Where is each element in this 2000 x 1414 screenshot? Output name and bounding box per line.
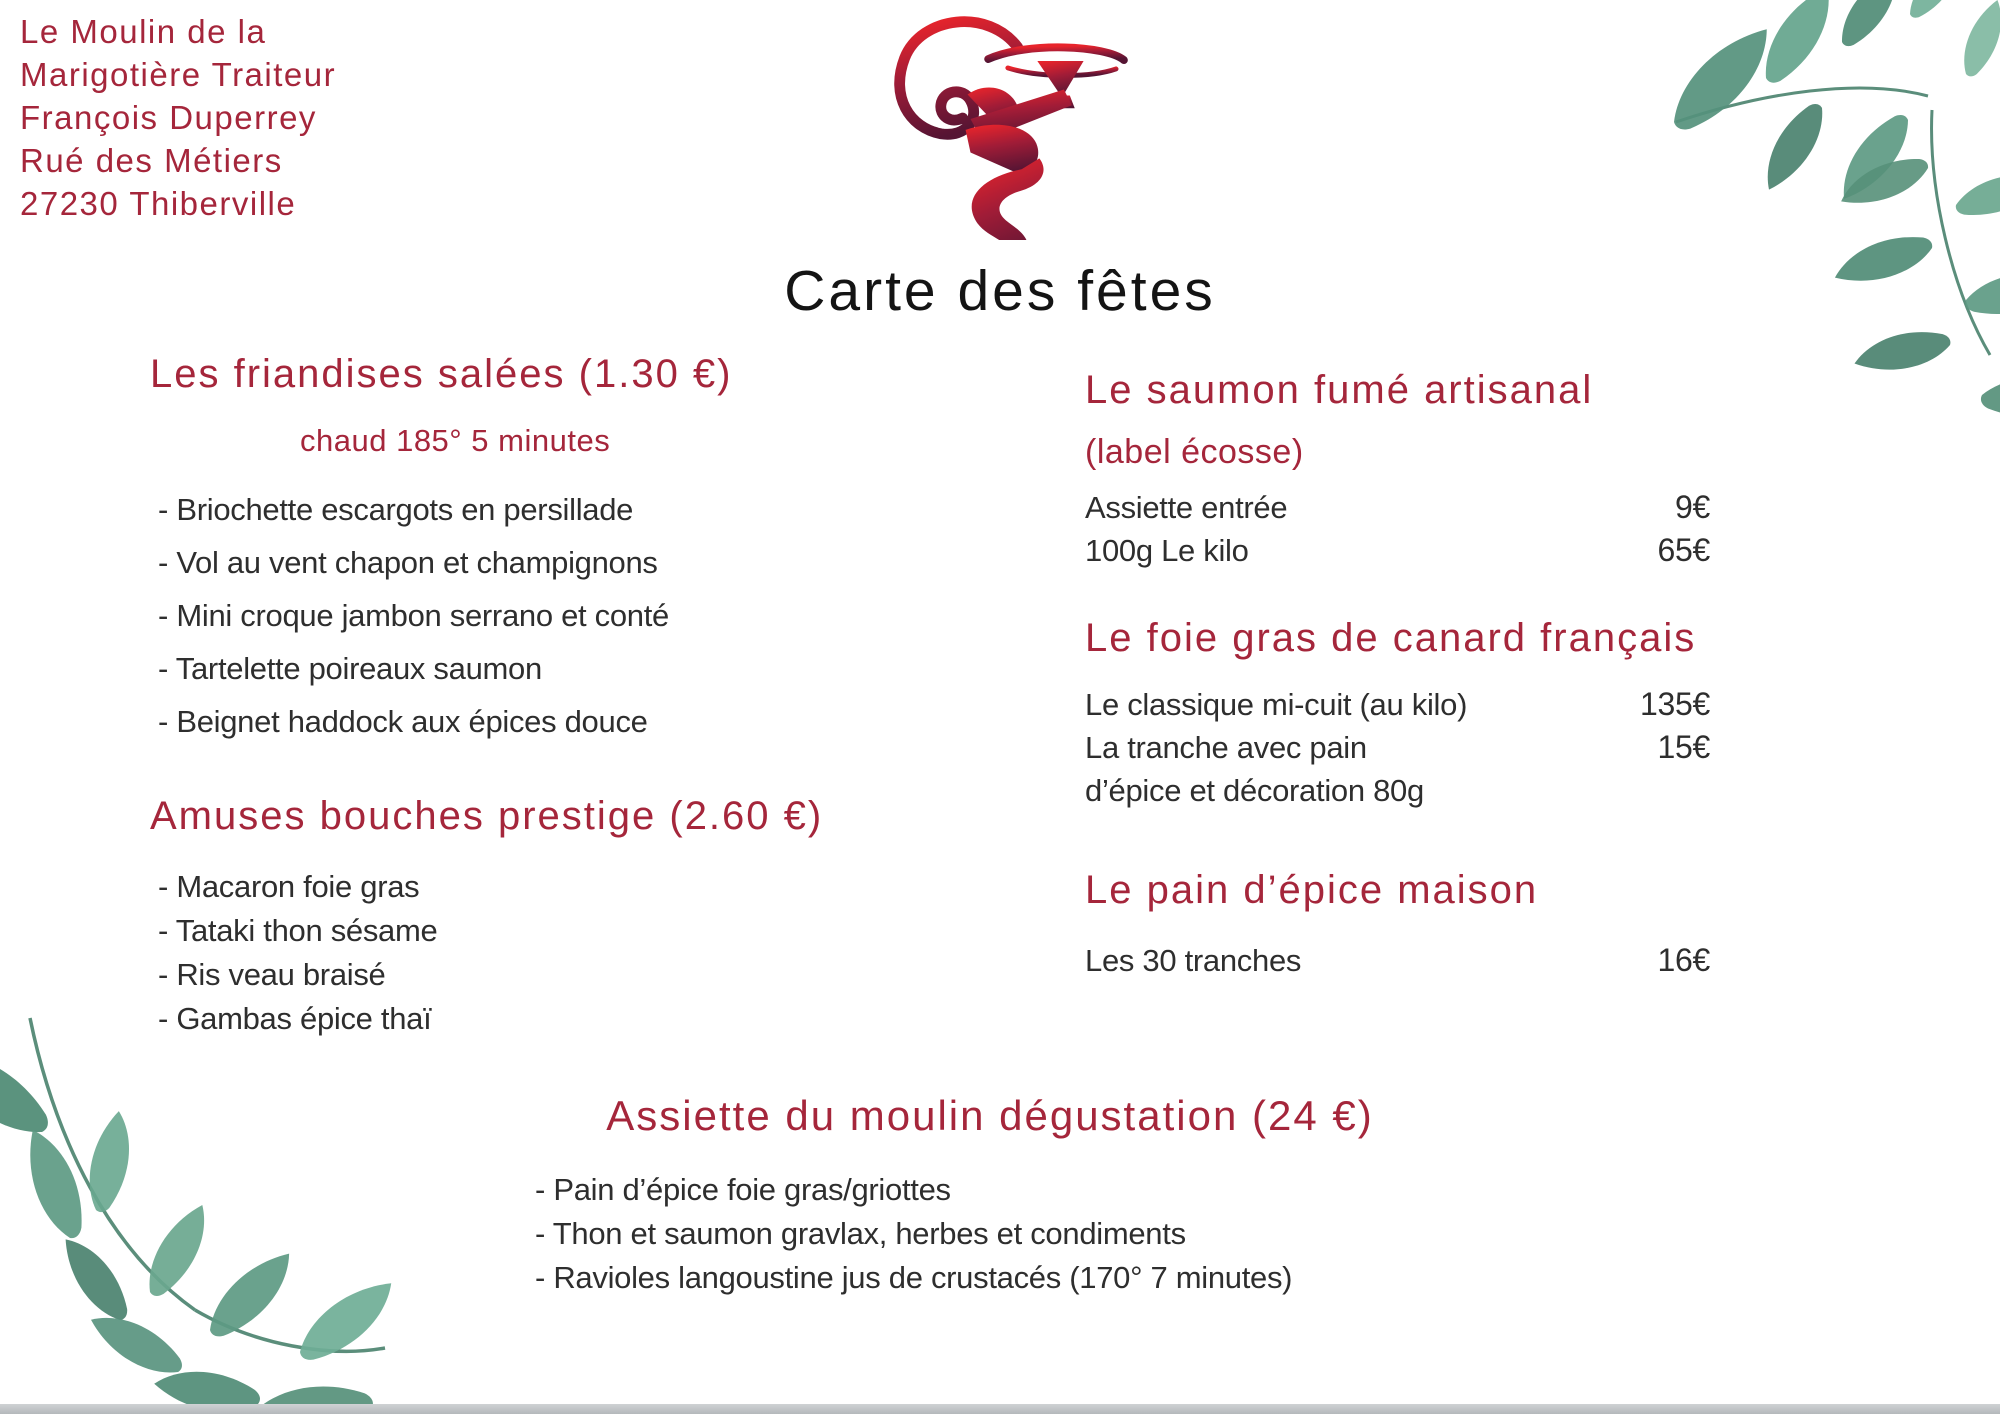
price-row <box>1085 486 1710 529</box>
menu-item: - Briochette escargots en persillade <box>158 492 634 527</box>
section-heading-pain-epice: Le pain d’épice maison <box>1085 868 1539 912</box>
right-column <box>1085 368 1710 982</box>
leaf-branch-decoration-icon <box>0 1000 430 1414</box>
friandises-subnote: chaud 185° 5 minutes <box>300 423 611 458</box>
address-line: François Duperrey <box>20 99 317 136</box>
price-row <box>1085 769 1710 812</box>
item-price: 65€ <box>1657 532 1710 568</box>
menu-item: - Ravioles langoustine jus de crustacés (170° 7 minutes) <box>535 1260 1293 1295</box>
item-price: 15€ <box>1657 729 1710 765</box>
saumon-rows <box>1085 486 1710 572</box>
saumon-subnote: (label écosse) <box>1085 433 1304 471</box>
foie-gras-rows <box>1085 683 1710 812</box>
price-row <box>1085 683 1710 726</box>
item-label: 100g Le kilo <box>1085 533 1249 568</box>
pain-epice-rows <box>1085 939 1710 982</box>
address-line: Marigotière Traiteur <box>20 56 337 93</box>
left-column <box>150 352 824 1041</box>
address-line: Le Moulin de la <box>20 13 267 50</box>
address-line: Rué des Métiers <box>20 142 283 179</box>
page-title: Carte des fêtes <box>784 259 1216 323</box>
item-label: Le classique mi-cuit (au kilo) <box>1085 687 1468 722</box>
item-price: 16€ <box>1657 942 1710 978</box>
section-heading-saumon: Le saumon fumé artisanal <box>1085 368 1594 412</box>
leaf-branch-decoration-icon <box>1670 0 2000 420</box>
price-row <box>1085 939 1710 982</box>
item-price: 9€ <box>1675 489 1710 525</box>
item-label: La tranche avec pain <box>1085 730 1367 765</box>
menu-item: - Mini croque jambon serrano et conté <box>158 598 669 633</box>
price-row <box>1085 529 1710 572</box>
item-label: d’épice et décoration 80g <box>1085 773 1424 808</box>
bottom-edge-strip <box>0 1404 2000 1414</box>
item-label: Les 30 tranches <box>1085 943 1302 978</box>
chef-with-tray-logo-icon <box>872 4 1128 240</box>
price-row <box>1085 726 1710 769</box>
menu-item: - Thon et saumon gravlax, herbes et condiments <box>535 1216 1186 1251</box>
section-heading-degustation: Assiette du moulin dégustation (24 €) <box>606 1092 1374 1139</box>
menu-item: - Tartelette poireaux saumon <box>158 651 542 686</box>
menu-item: - Vol au vent chapon et champignons <box>158 545 658 580</box>
menu-item: - Macaron foie gras <box>158 869 420 904</box>
section-heading-amuses: Amuses bouches prestige (2.60 €) <box>150 794 824 838</box>
menu-item: - Ris veau braisé <box>158 957 386 992</box>
business-address <box>20 10 336 225</box>
menu-item: - Gambas épice thaï <box>158 1001 432 1036</box>
menu-item: - Tataki thon sésame <box>158 913 438 948</box>
address-line: 27230 Thiberville <box>20 185 297 222</box>
menu-item: - Beignet haddock aux épices douce <box>158 704 648 739</box>
item-label: Assiette entrée <box>1085 490 1288 525</box>
menu-item: - Pain d’épice foie gras/griottes <box>535 1172 951 1207</box>
section-heading-friandises: Les friandises salées (1.30 €) <box>150 352 733 396</box>
section-heading-foie-gras: Le foie gras de canard français <box>1085 616 1697 660</box>
friandises-items <box>150 483 810 748</box>
item-price: 135€ <box>1640 686 1710 722</box>
